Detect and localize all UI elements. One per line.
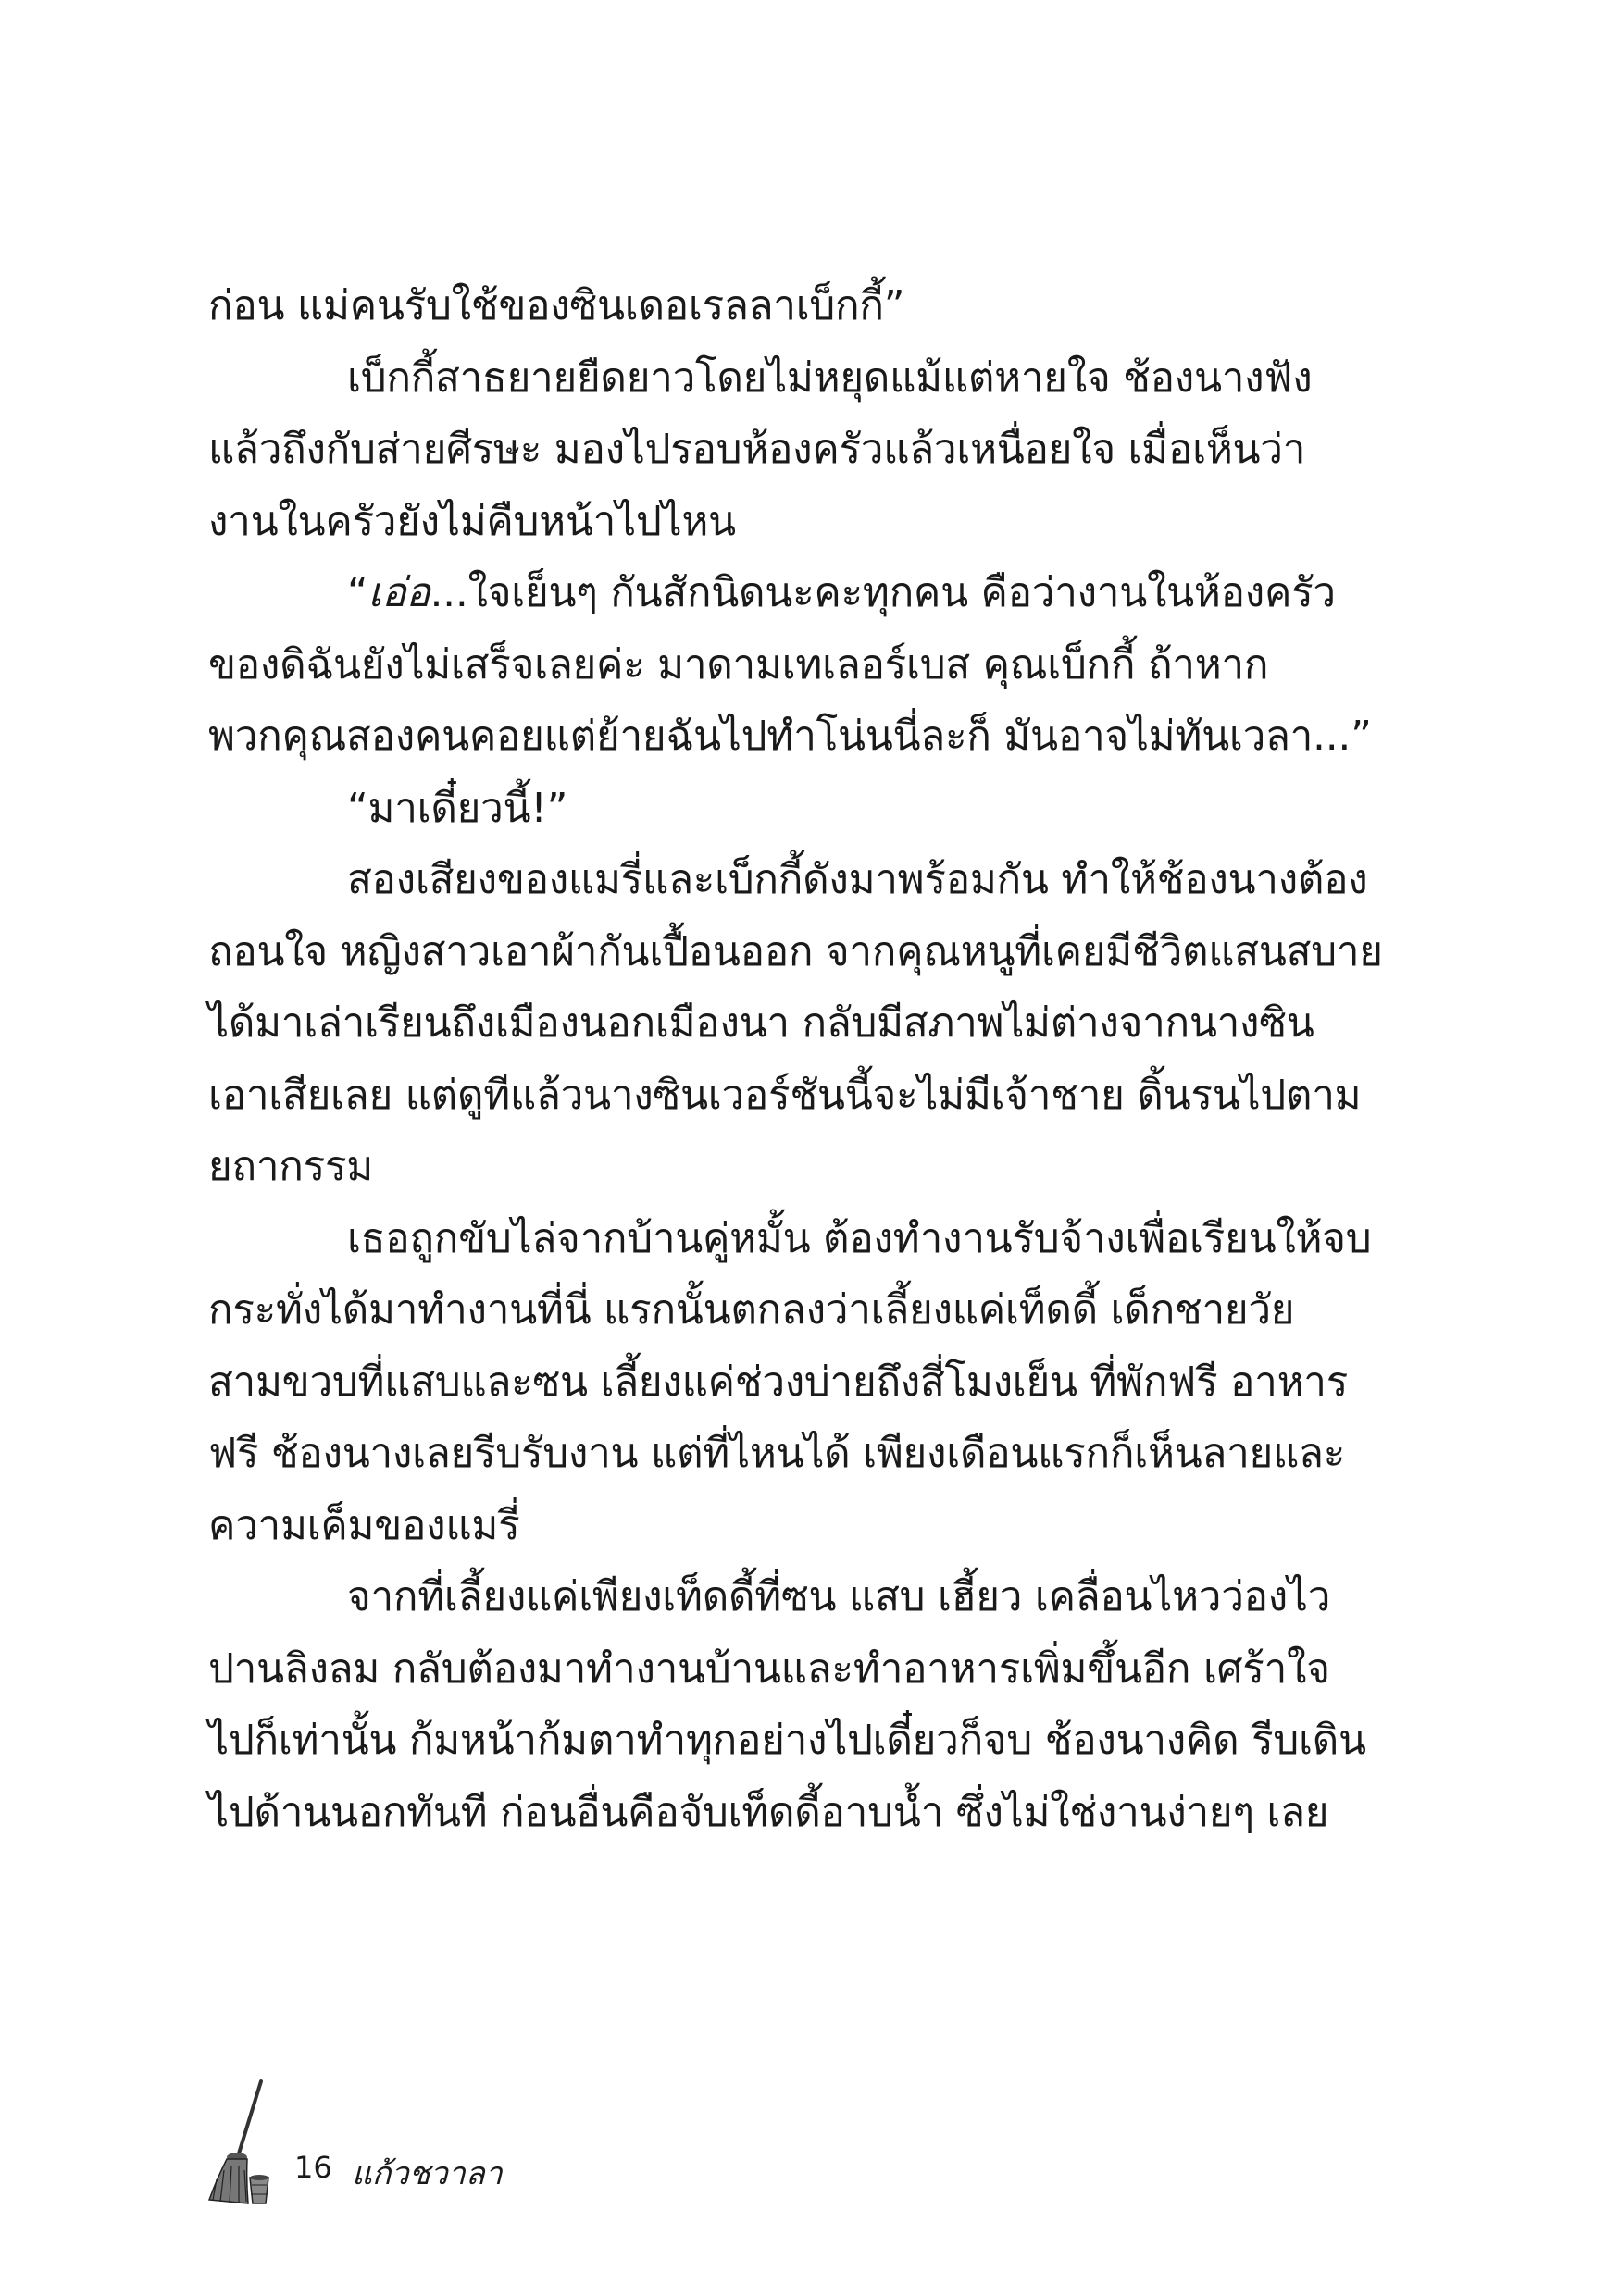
text-line: ของดิฉันยังไม่เสร็จเลยค่ะ มาดามเทเลอร์เบส คุณเบ็กกี้ ถ้าหาก (208, 640, 1269, 689)
body-text (208, 270, 1412, 1848)
text-line (208, 557, 1412, 629)
page-number: 16 (294, 2150, 332, 2185)
text-line: สามขวบที่แสบและซน เลี้ยงแค่ช่วงบ่ายถึงสี่โมงเย็น ที่พักฟรี อาหาร (208, 1358, 1349, 1406)
text-line: งานในครัวยังไม่คืบหน้าไปไหน (208, 497, 736, 545)
text-line: ยถากรรม (208, 1143, 373, 1190)
text-line: เบ็กกี้สาธยายยืดยาวโดยไม่หยุดแม้แต่หายใจ ช้องนางฟัง (347, 354, 1313, 402)
text-line: ไปด้านนอกทันที ก่อนอื่นคือจับเท็ดดี้อาบน้ำ ซึ่งไม่ใช่งานง่ายๆ เลย (208, 1788, 1329, 1836)
text-line: กระทั่งได้มาทำงานที่นี่ แรกนั้นตกลงว่าเลี้ยงแค่เท็ดดี้ เด็กชายวัย (208, 1286, 1295, 1334)
text-line: ความเค็มของแมรี่ (208, 1501, 520, 1549)
text-line: สองเสียงของแมรี่และเบ็กกี้ดังมาพร้อมกัน ทำให้ช้องนางต้อง (347, 856, 1368, 903)
text-line: พวกคุณสองคนคอยแต่ย้ายฉันไปทำโน่นนี่ละก็ มันอาจไม่ทันเวลา...” (208, 713, 1372, 760)
italic-word: เอ่อ (367, 569, 430, 616)
text-line: ก่อน แม่คนรับใช้ของซินเดอเรลลาเบ็กกี้” (208, 282, 905, 329)
text-line: จากที่เลี้ยงแค่เพียงเท็ดดี้ที่ซน แสบ เฮี้ยว เคลื่อนไหวว่องไว (347, 1573, 1331, 1620)
text-line: แล้วถึงกับส่ายศีรษะ มองไปรอบห้องครัวแล้วเหนื่อยใจ เมื่อเห็นว่า (208, 426, 1306, 473)
text-line: ปานลิงลม กลับต้องมาทำงานบ้านและทำอาหารเพิ่มขึ้นอีก เศร้าใจ (208, 1644, 1330, 1693)
text-line: ฟรี ช้องนางเลยรีบรับงาน แต่ที่ไหนได้ เพียงเดือนแรกก็เห็นลายและ (208, 1430, 1346, 1477)
text-line: ถอนใจ หญิงสาวเอาผ้ากันเปื้อนออก จากคุณหนูที่เคยมีชีวิตแสนสบาย (208, 927, 1383, 975)
author-name: แก้วชวาลา (352, 2155, 503, 2192)
text-line: “มาเดี๋ยวนี้!” (347, 784, 568, 832)
open-quote: “ (347, 569, 368, 616)
broom-icon (204, 2078, 278, 2207)
text-line: ได้มาเล่าเรียนถึงเมืองนอกเมืองนา กลับมีสภาพไม่ต่างจากนางซิน (208, 999, 1314, 1047)
page-footer (204, 2078, 759, 2207)
line-rest: ...ใจเย็นๆ กันสักนิดนะคะทุกคน คือว่างานในห้องครัว (430, 569, 1336, 616)
text-line: เอาเสียเลย แต่ดูทีแล้วนางซินเวอร์ชันนี้จะไม่มีเจ้าชาย ดิ้นรนไปตาม (208, 1071, 1362, 1119)
text-line: เธอถูกขับไล่จากบ้านคู่หมั้น ต้องทำงานรับจ้างเพื่อเรียนให้จบ (347, 1214, 1372, 1262)
text-line: ไปก็เท่านั้น ก้มหน้าก้มตาทำทุกอย่างไปเดี๋ยวก็จบ ช้องนางคิด รีบเดิน (208, 1717, 1366, 1764)
